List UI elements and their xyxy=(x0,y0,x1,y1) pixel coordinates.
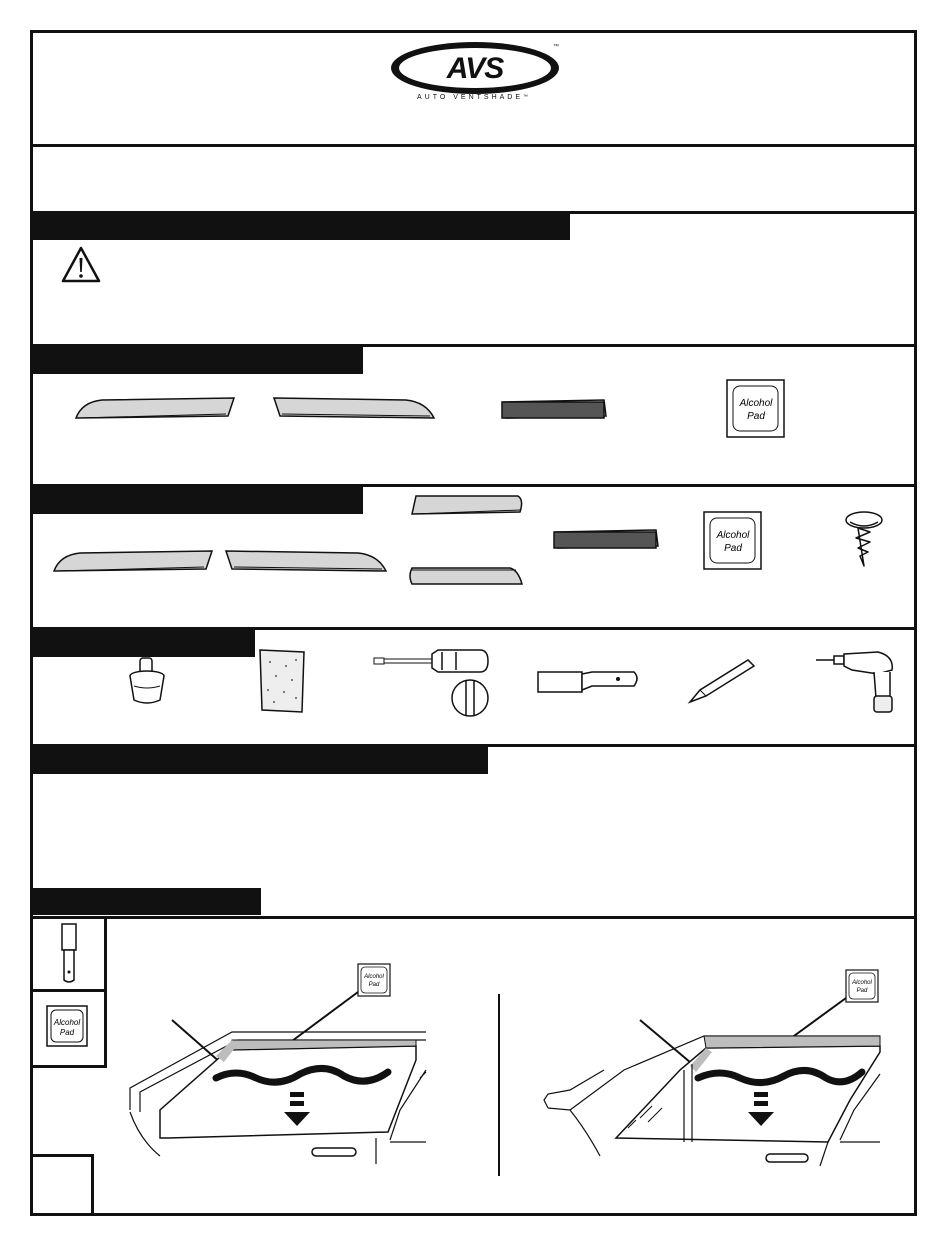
front-visor-right-part xyxy=(270,396,438,422)
divider xyxy=(30,989,107,992)
screwdriver-icon xyxy=(372,646,492,718)
rear-visor-bottom-part xyxy=(406,562,526,590)
alcohol-pad-part xyxy=(702,510,764,572)
logo-wordmark: AUTO VENTSHADE™ xyxy=(416,94,532,101)
section-header-bar xyxy=(33,747,488,774)
section-header-bar xyxy=(33,347,363,374)
front-visor-left-part xyxy=(50,549,216,575)
alcohol-pad-part xyxy=(725,378,787,440)
alcohol-pad-label-line2: Pad xyxy=(368,982,380,988)
putty-knife-icon xyxy=(58,922,82,986)
pencil-icon xyxy=(686,656,758,706)
logo-mark: AVS xyxy=(446,52,504,85)
drill-icon xyxy=(812,650,898,716)
cleaner-cup-icon xyxy=(126,656,168,706)
rear-visor-top-part xyxy=(408,492,526,518)
diagram-divider xyxy=(498,994,500,1176)
tape-strip-part xyxy=(552,528,662,552)
logo-tm: ™ xyxy=(553,44,559,50)
alcohol-pad-label-line1: Alcohol xyxy=(53,1018,81,1027)
warning-triangle-icon xyxy=(60,245,102,285)
front-door-cleaning-diagram xyxy=(120,960,430,1170)
section-header-bar xyxy=(33,630,255,657)
step-number-box xyxy=(30,1154,94,1216)
section-header-bar xyxy=(33,213,570,240)
alcohol-pad-label-line2: Pad xyxy=(59,1028,75,1037)
alcohol-pad-label-line1: Alcohol xyxy=(716,530,750,541)
alcohol-pad-label-line2: Pad xyxy=(747,411,765,422)
section-header-bar xyxy=(33,487,363,514)
screw-part xyxy=(842,510,886,568)
alcohol-pad-icon xyxy=(45,1004,89,1048)
alcohol-pad-label-line1: Alcohol xyxy=(739,398,773,409)
divider xyxy=(30,144,917,147)
tape-strip-part xyxy=(500,398,610,422)
divider xyxy=(30,916,917,919)
putty-knife-icon xyxy=(536,664,640,696)
alcohol-pad-label-line1: Alcohol xyxy=(364,974,384,980)
cloth-wipe-icon xyxy=(256,646,308,716)
front-visor-right-part xyxy=(222,549,390,575)
section-header-bar xyxy=(33,888,261,915)
alcohol-pad-label-line1: Alcohol xyxy=(852,980,872,986)
alcohol-pad-label-line2: Pad xyxy=(856,988,868,994)
rear-door-cleaning-diagram xyxy=(540,960,884,1170)
front-visor-left-part xyxy=(72,396,238,422)
alcohol-pad-label-line2: Pad xyxy=(724,543,742,554)
